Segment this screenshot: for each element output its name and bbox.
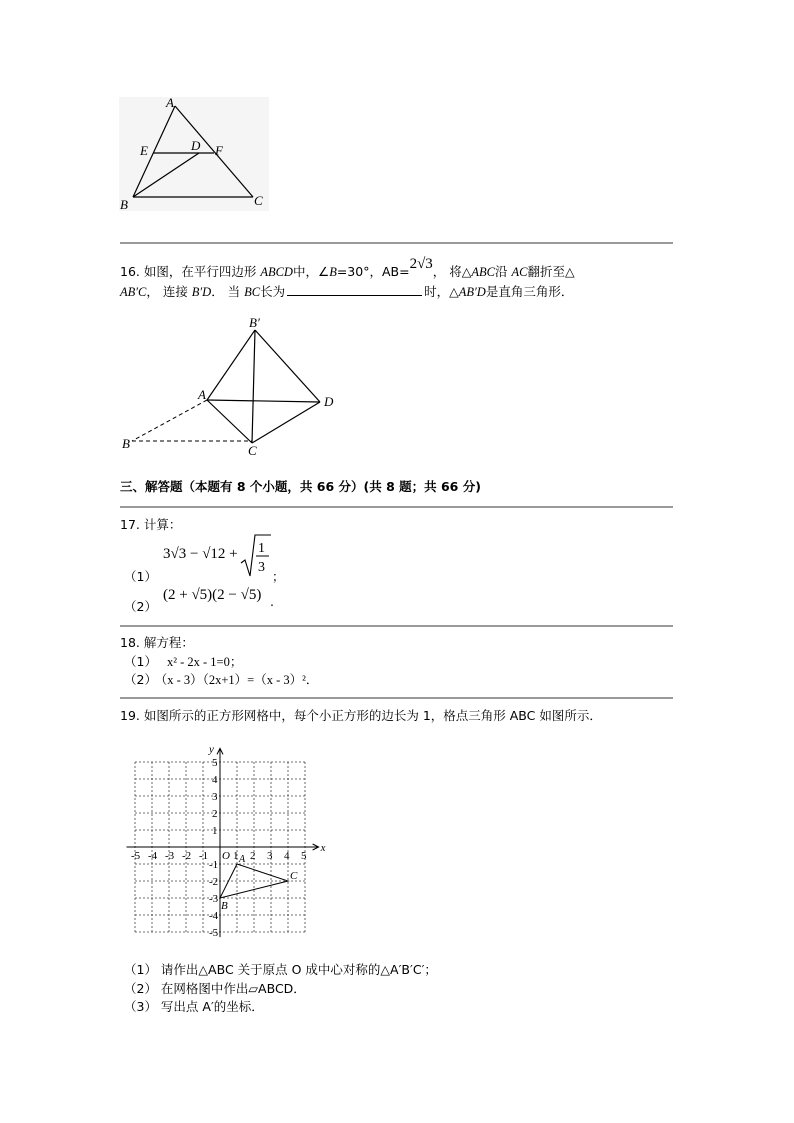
y-tick-label: 2 [212,808,218,820]
q16-line2: AB′C， 连接 B′D． 当 BC长为 时，△AB′D是直角三角形． [120,284,574,299]
y-tick-label: 3 [212,791,218,803]
q19-sub1: （1） 请作出△ABC 关于原点 O 成中心对称的△A′B′C′； [124,962,437,977]
triangle-figure-q15 [115,93,270,213]
divider [120,697,673,699]
q19-sub2: （2） 在网格图中作出▱ABCD． [124,981,306,996]
q18-part1: （1） x² - 2x - 1=0； [124,654,243,669]
label-C: C [248,443,257,458]
y-tick-label: 4 [212,774,218,786]
parallelogram-figure-q16 [115,312,345,462]
q17-part1-expr: 3√3 − √12 + [163,546,238,562]
point-label-C: C [290,870,298,882]
frac-denominator: 3 [258,560,265,575]
sqrt-fraction [240,533,272,579]
label-Bprime: B′ [249,315,260,330]
x-tick-label: -2 [182,850,192,862]
y-tick-label: 1 [212,825,218,837]
frac-numerator: 1 [258,541,265,556]
x-tick-label: -1 [199,850,209,862]
q19-text: 19. 如图所示的正方形网格中，每个小正方形的边长为 1，格点三角形 ABC 如图所示． [120,708,602,723]
label-B: B [122,436,130,451]
x-tick-label: 1 [233,850,239,862]
y-axis-label: y [209,743,214,756]
divider [120,242,673,244]
y-tick-label: 5 [212,757,218,769]
answer-blank[interactable] [287,284,422,296]
label-D: D [324,394,334,409]
origin-label: O [222,850,230,862]
label-A: A [166,95,174,110]
label-D: D [191,138,201,153]
q17-part1-end: ； [272,569,285,584]
triangle-abc [220,864,288,898]
x-tick-label: 3 [267,850,273,862]
label-A: A [198,387,206,402]
q18-title: 18. 解方程： [120,635,194,650]
q17-part1-label: （1） [124,569,157,584]
x-axis-label: x [320,842,326,854]
q16-line1: 16. 如图，在平行四边形 ABCD中，∠B=30°，AB=2√3， 将△ABC沿 AC翻折至△ [120,256,575,279]
q17-part2-expr: (2 + √5)(2 − √5) [163,587,262,603]
x-tick-label: 2 [250,850,256,862]
q18-part2: （2） （x - 3）（2x+1）=（x - 3）²． [124,672,319,687]
divider [120,625,673,627]
y-tick-label: -2 [209,876,219,888]
q19-sub3: （3） 写出点 A′的坐标． [124,999,264,1014]
q17-part2-end: . [270,594,274,609]
point-label-B: B [221,900,228,912]
section-title: 三、解答题（本题有 8 个小题，共 66 分）(共 8 题；共 66 分) [120,479,481,494]
coordinate-grid [120,738,330,938]
ab-value: 2√3 [409,256,433,272]
y-tick-label: -4 [209,910,219,922]
x-tick-label: 4 [284,850,290,862]
x-tick-label: -3 [165,850,175,862]
y-tick-label: -1 [209,859,219,871]
q17-part2-label: （2） [124,599,157,614]
divider [120,506,673,508]
q17-title: 17. 计算： [120,517,182,532]
point-label-A: A [239,854,246,865]
x-tick-label: -5 [131,850,141,862]
y-tick-label: -3 [209,893,219,905]
label-F: F [215,143,223,158]
x-tick-label: -4 [148,850,158,862]
label-B: B [120,197,128,212]
y-tick-label: -5 [209,927,219,938]
x-tick-label: 5 [301,850,307,862]
label-C: C [254,193,263,208]
label-E: E [140,143,148,158]
